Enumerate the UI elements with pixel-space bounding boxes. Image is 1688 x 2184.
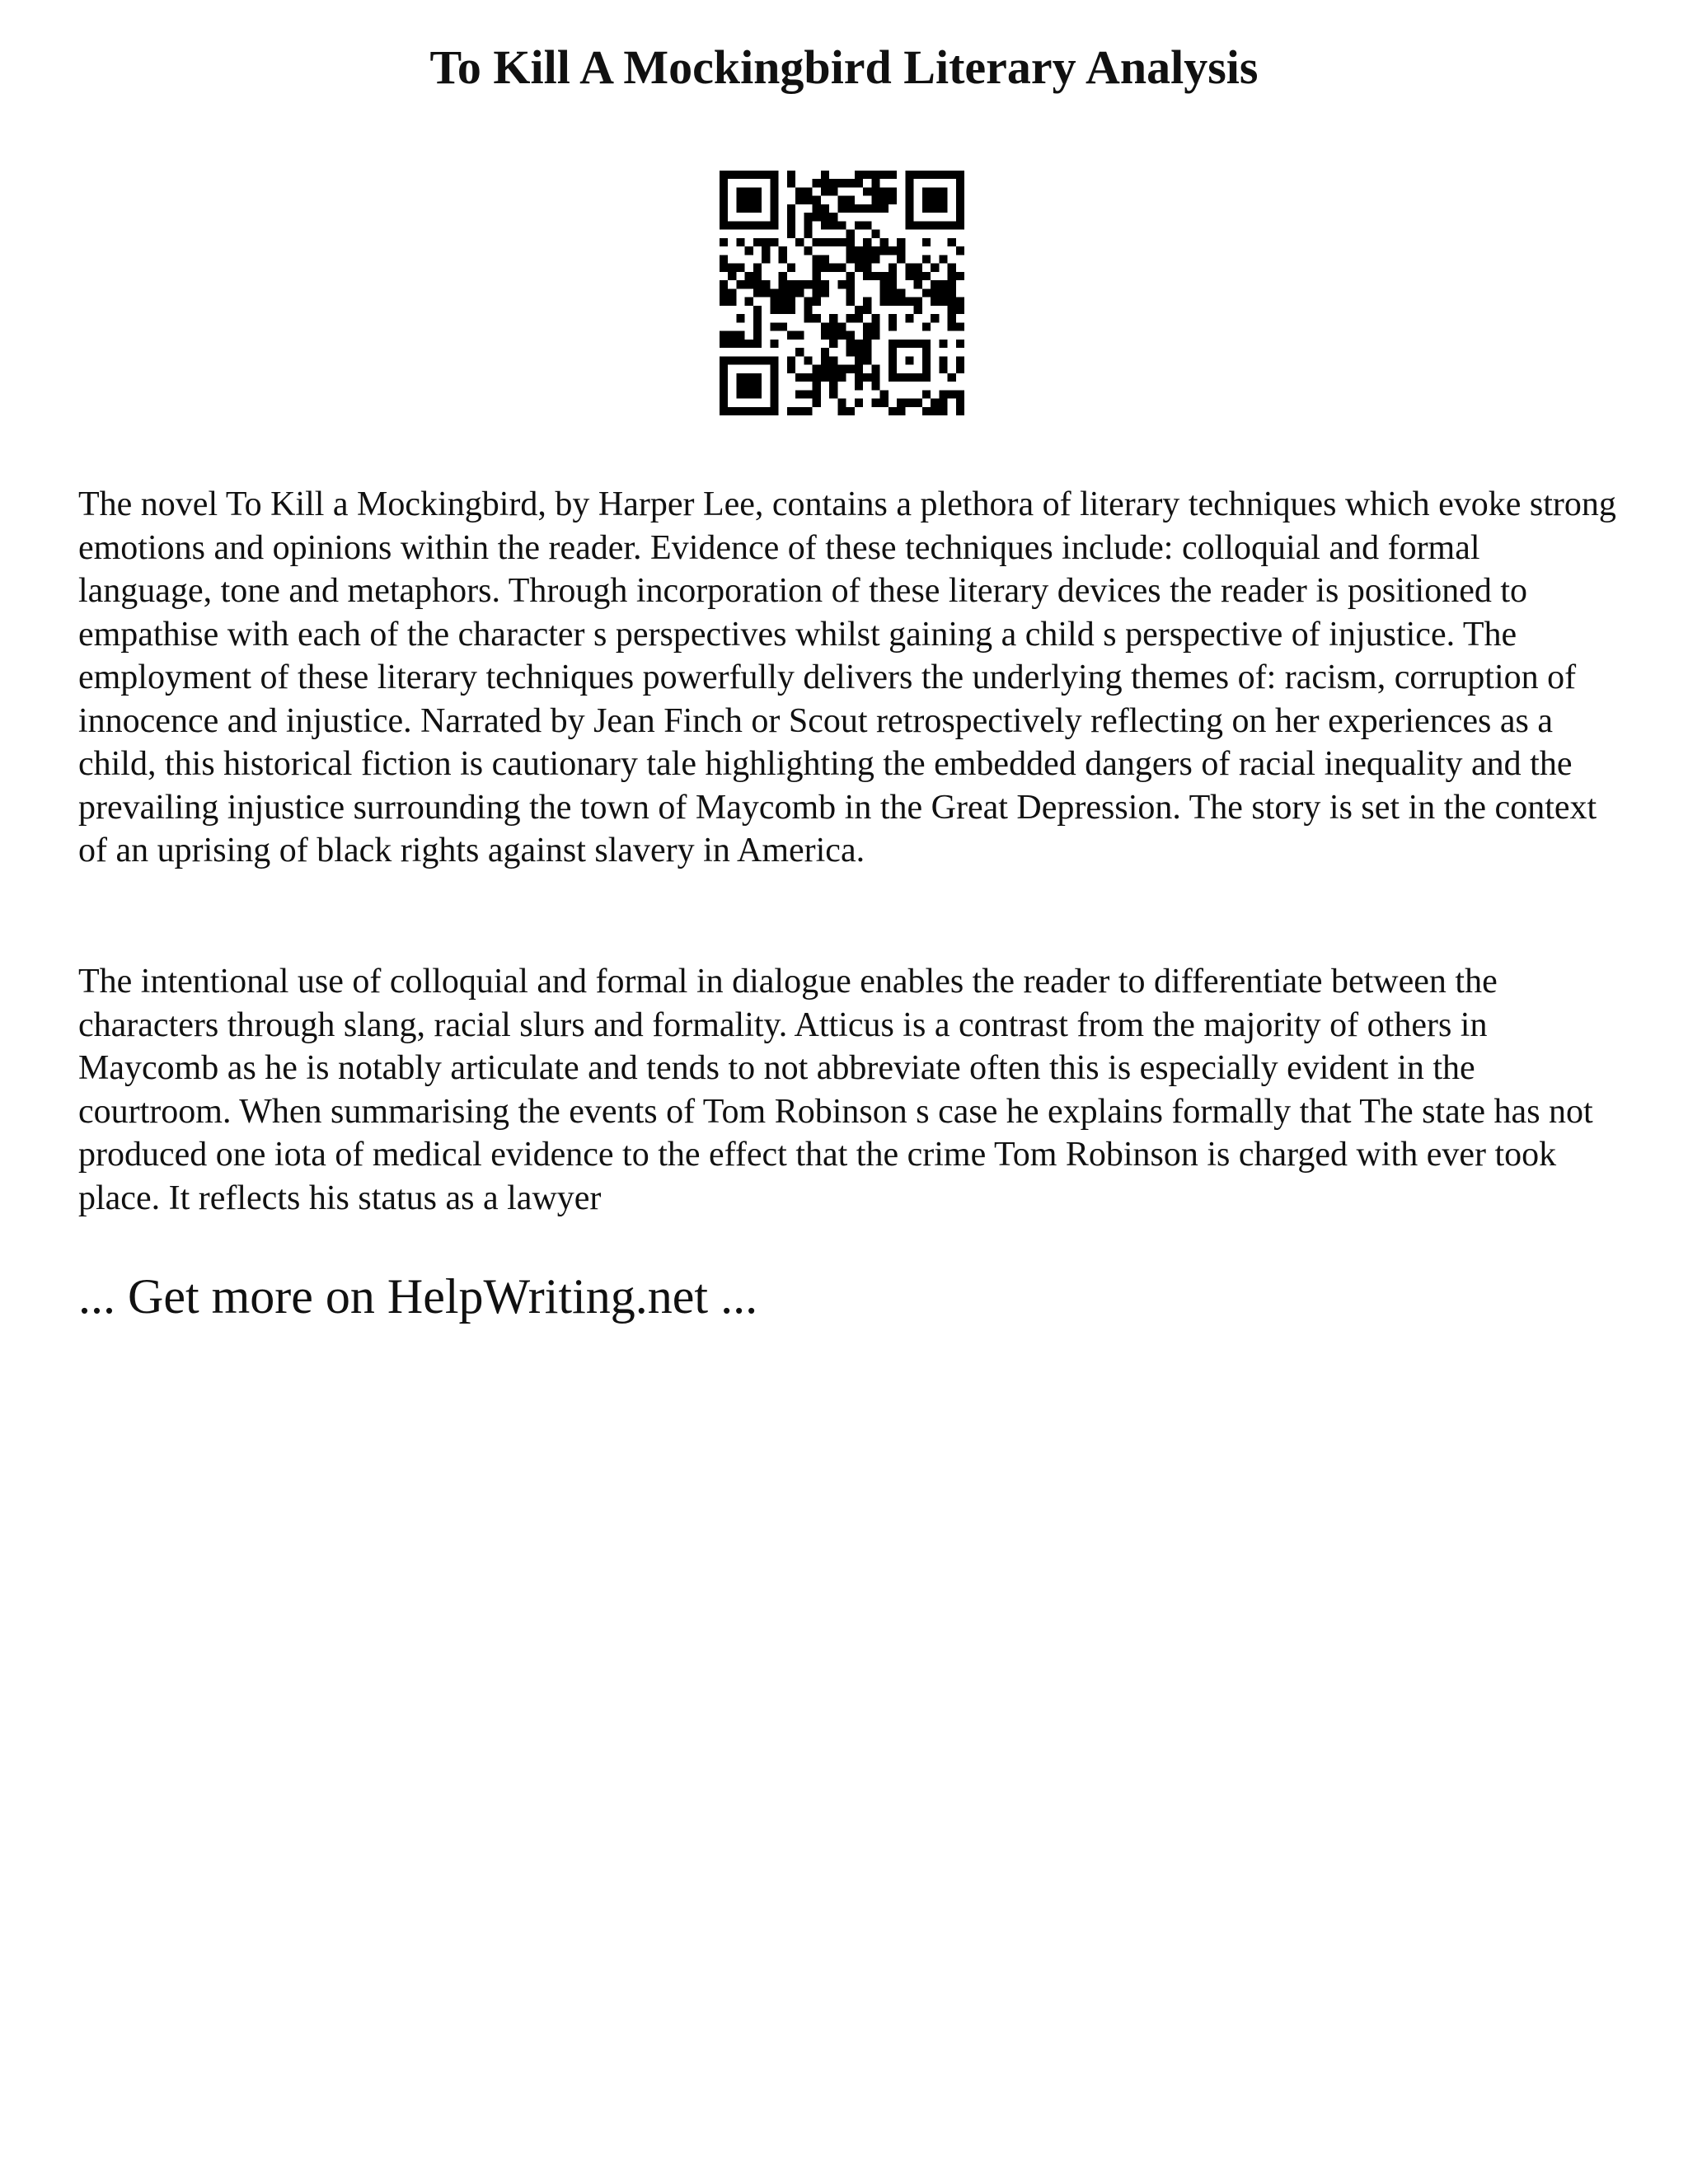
more-link[interactable]: ... Get more on HelpWriting.net ... bbox=[78, 1269, 758, 1324]
paragraph-intro: The novel To Kill a Mockingbird, by Harper Lee, contains a plethora of literary techniques which evoke strong emotions and opinions within the reader. Evidence of these techniques include: colloquial and formal language, tone and metaphors. Through incorporation of these literary devices the reader is positioned to empathise with each of the character s perspectives whilst gaining a child s perspective of injustice. The employment of these literary techniques powerfully delivers the underlying themes of: racism, corruption of innocence and injustice. Narrated by Jean Finch or Scout retrospectively reflecting on her experiences as a child, this historical fiction is cautionary tale highlighting the embedded dangers of racial inequality and the prevailing injustice surrounding the town of Maycomb in the Great Depression. The story is set in the context of an uprising of black rights against slavery in America. bbox=[78, 485, 1616, 869]
document-title: To Kill A Mockingbird Literary Analysis bbox=[429, 40, 1259, 94]
paragraph-dialogue: The intentional use of colloquial and formal in dialogue enables the reader to differentiate between the characters through slang, racial slurs and formality. Atticus is a contrast from the majority of others in Maycomb as he is notably articulate and tends to not abbreviate often this is especially evident in the courtroom. When summarising the events of Tom Robinson s case he explains formally that The state has not produced one iota of medical evidence to the effect that the crime Tom Robinson is charged with ever took place. It reflects his status as a lawyer bbox=[78, 963, 1593, 1217]
qr-code-icon bbox=[720, 171, 964, 415]
